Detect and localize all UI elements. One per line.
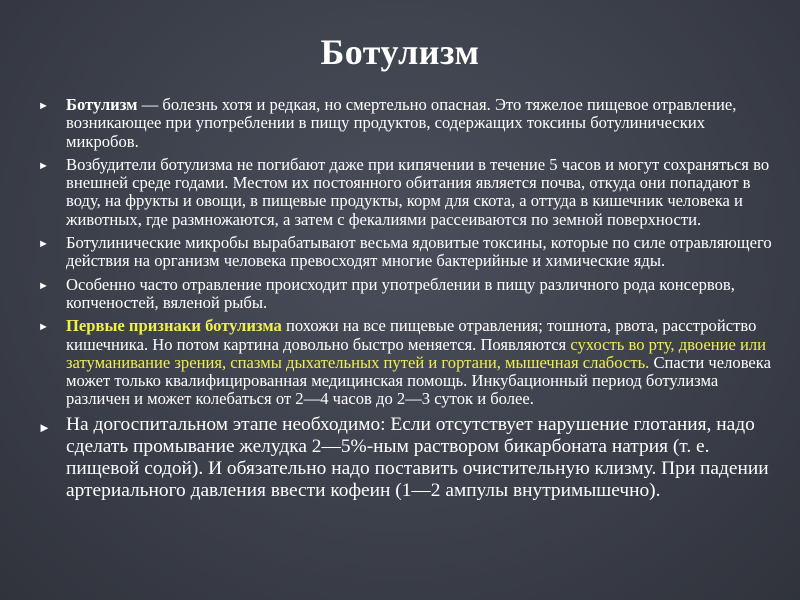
bullet-item-sources xyxy=(38,276,778,313)
bullet-item-definition xyxy=(38,96,778,151)
bullet-arrow-icon: ► xyxy=(38,238,49,251)
bullet-arrow-icon: ► xyxy=(38,321,49,334)
bullet-item-toxins xyxy=(38,234,778,271)
bullet-text: похожи на все пищевые отравления; тошнота, рвота, расстройство кишечника. Но потом картина довольно быстро меняется. Появляются xyxy=(66,316,757,354)
bullet-text: Возбудители ботулизма не погибают даже при кипячении в течение 5 часов и могут сохраняться во внешней среде годами. Местом их постоянного обитания является почва, откуда они попадают в воду, на фрукты и овощи, в пищевые продукты, корм для скота, а оттуда в кишечник человека и животных, где размножаются, а затем с фекалиями рассеиваются по земной поверхности. xyxy=(66,154,770,229)
bullet-text: Ботулинические микробы вырабатывают весьма ядовитые токсины, которые по силе отравляющего действия на организм человека превосходят многие бактерийные и химические яды. xyxy=(66,233,772,271)
term-botulism: Ботулизм xyxy=(66,95,138,114)
highlight-first-signs: Первые признаки ботулизма xyxy=(66,316,282,336)
bullet-arrow-icon: ► xyxy=(38,419,51,435)
bullet-arrow-icon: ► xyxy=(38,159,49,172)
bullet-text: — болезнь хотя и редкая, но смертельно опасная. Это тяжелое пищевое отравление, возникающее при употреблении в пищу продуктов, содержащих токсины ботулинических микробов. xyxy=(66,95,737,151)
bullet-arrow-icon: ► xyxy=(38,100,49,112)
bullet-item-symptoms xyxy=(38,317,778,408)
bullet-text: На догоспитальном этапе необходимо: Если отсутствует нарушение глотания, надо сделать промывание желудка 2—5%-ным раствором бикарбоната натрия (т. е. пищевой содой). И обязательно надо поставить очистительную клизму. При падении артериального давления ввести кофеин (1—2 ампулы внутримышечно). xyxy=(66,413,769,501)
bullet-arrow-icon: ► xyxy=(38,279,49,292)
highlight-symptoms: сухость во рту, двоение или затуманивание зрения, спазмы дыхательных путей и гортани, мышечная слабость. xyxy=(66,334,767,372)
bullet-list xyxy=(38,96,778,507)
bullet-item-first-aid xyxy=(38,414,778,502)
slide-title: Ботулизм xyxy=(320,32,480,72)
bullet-text: Спасти человека может только квалифицированная медицинская помощь. Инкубационный период ботулизма различен и может колебаться от 2—4 часов до 2—3 суток и более. xyxy=(66,352,771,409)
bullet-text: Особенно часто отравление происходит при употреблении в пищу различного рода консервов, копченостей, вяленой рыбы. xyxy=(66,274,735,312)
bullet-item-pathogens xyxy=(38,156,778,229)
